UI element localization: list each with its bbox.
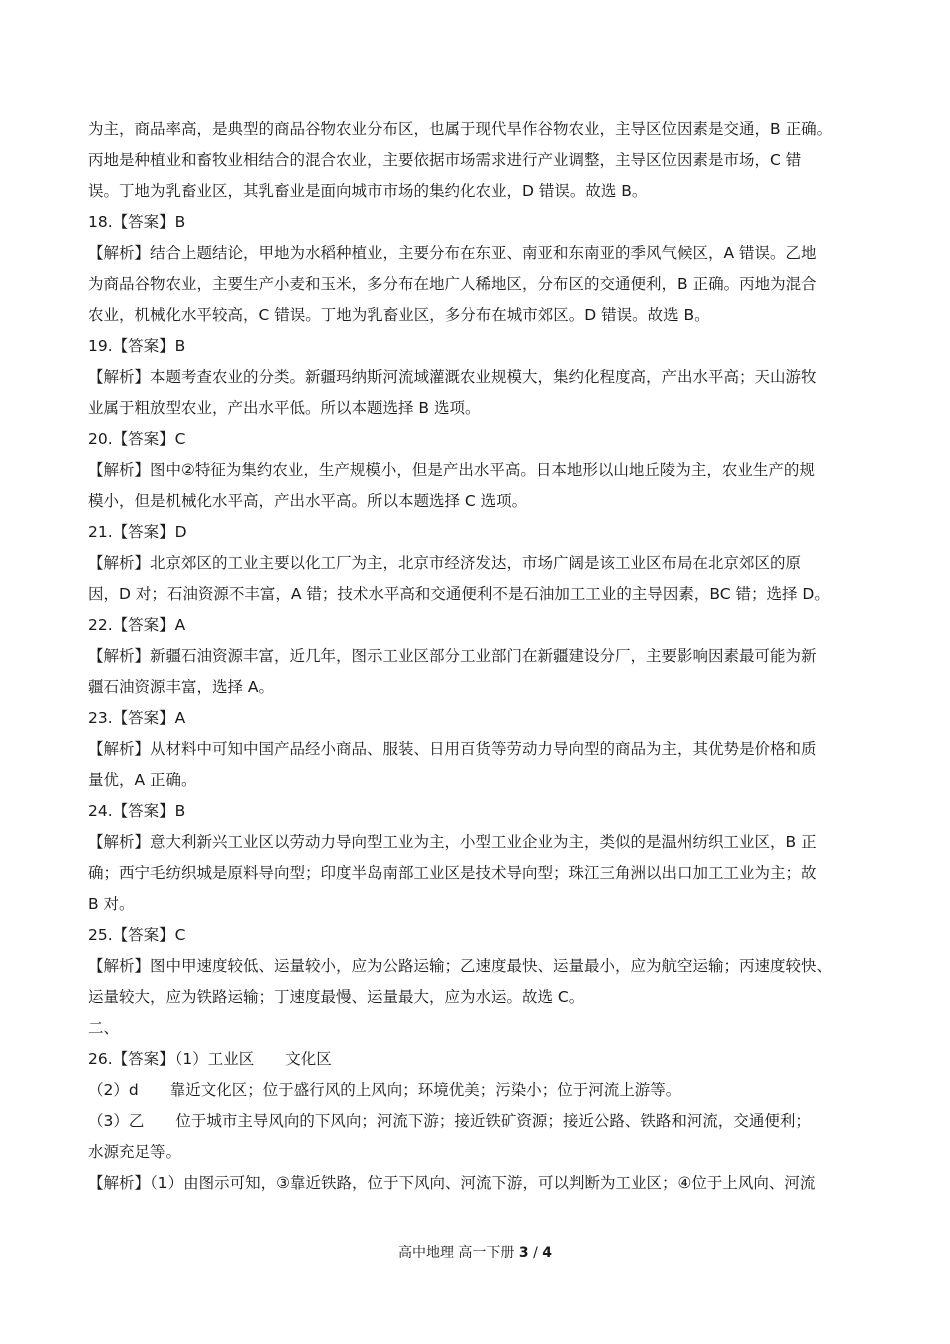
text-line: 【解析】本题考查农业的分类。新疆玛纳斯河流域灌溉农业规模大，集约化程度高，产出水平高；天山游牧 [88, 368, 817, 386]
text-line: 【解析】结合上题结论，甲地为水稻种植业，主要分布在东亚、南亚和东南亚的季风气候区，A 错误。乙地 [88, 244, 817, 262]
text-line: （2）d 靠近文化区；位于盛行风的上风向；环境优美；污染小；位于河流上游等。 [88, 1081, 682, 1099]
text-line: B 对。 [88, 895, 135, 913]
text-line: 为主，商品率高，是典型的商品谷物农业分布区，也属于现代旱作谷物农业，主导区位因素是交通，B 正确。 [88, 120, 833, 138]
text-line: 量优，A 正确。 [88, 771, 197, 789]
text-line: 【解析】意大利新兴工业区以劳动力导向型工业为主，小型工业企业为主，类似的是温州纺织工业区，B 正 [88, 833, 817, 851]
text-line: 【解析】从材料中可知中国产品经小商品、服装、日用百货等劳动力导向型的商品为主，其优势是价格和质 [88, 740, 817, 758]
text-line: 误。丁地为乳畜业区，其乳畜业是面向城市市场的集约化农业，D 错误。故选 B。 [88, 182, 648, 200]
document-body [88, 114, 870, 1199]
text-line: 疆石油资源丰富，选择 A。 [88, 678, 275, 696]
text-line: 20.【答案】C [88, 430, 186, 448]
page-total: 4 [542, 1245, 553, 1261]
text-line: 确；西宁毛纺织城是原料导向型；印度半岛南部工业区是技术导向型；珠江三角洲以出口加工工业为主；故 [88, 864, 817, 882]
text-line: 18.【答案】B [88, 213, 186, 231]
text-line: 业属于粗放型农业，产出水平低。所以本题选择 B 选项。 [88, 399, 481, 417]
text-line: 运量较大，应为铁路运输；丁速度最慢、运量最大，应为水运。故选 C。 [88, 988, 585, 1006]
text-line: 【解析】新疆石油资源丰富，近几年，图示工业区部分工业部门在新疆建设分厂，主要影响因素最可能为新 [88, 647, 817, 665]
text-line: 25.【答案】C [88, 926, 186, 944]
text-line: （3）乙 位于城市主导风向的下风向；河流下游；接近铁矿资源；接近公路、铁路和河流，交通便利； [88, 1112, 811, 1130]
text-line: 19.【答案】B [88, 337, 186, 355]
text-line: 21.【答案】D [88, 523, 187, 541]
text-line: 【解析】（1）由图示可知，③靠近铁路，位于下风向、河流下游，可以判断为工业区；④位于上风向、河流 [88, 1174, 816, 1192]
text-line: 【解析】图中②特征为集约农业，生产规模小，但是产出水平高。日本地形以山地丘陵为主，农业生产的规 [88, 461, 815, 479]
text-line: 水源充足等。 [88, 1143, 182, 1161]
text-line: 22.【答案】A [88, 616, 186, 634]
text-line: 【解析】北京郊区的工业主要以化工厂为主，北京市经济发达，市场广阔是该工业区布局在北京郊区的原 [88, 554, 802, 572]
page-separator: / [533, 1245, 538, 1261]
text-line: 模小，但是机械化水平高，产出水平高。所以本题选择 C 选项。 [88, 492, 528, 510]
text-line: 丙地是种植业和畜牧业相结合的混合农业，主要依据市场需求进行产业调整，主导区位因素是市场，C 错 [88, 151, 802, 169]
text-line: 二、 [88, 1019, 120, 1037]
text-line: 为商品谷物农业，主要生产小麦和玉米，多分布在地广人稀地区，分布区的交通便利，B 正确。丙地为混合 [88, 275, 817, 293]
footer-label: 高中地理 高一下册 [397, 1245, 515, 1261]
text-line: 【解析】图中甲速度较低、运量较小，应为公路运输；乙速度最快、运量最小，应为航空运输；丙速度较快、 [88, 957, 833, 975]
text-line: 23.【答案】A [88, 709, 186, 727]
text-line: 26.【答案】（1）工业区 文化区 [88, 1050, 332, 1068]
text-line: 因，D 对；石油资源不丰富，A 错；技术水平高和交通便利不是石油加工工业的主导因素，BC 错；选择 D。 [88, 585, 830, 603]
text-line: 农业，机械化水平较高，C 错误。丁地为乳畜业区，多分布在城市郊区。D 错误。故选 B。 [88, 306, 710, 324]
text-line: 24.【答案】B [88, 802, 186, 820]
page-number: 3 [518, 1245, 529, 1261]
page-footer [0, 1243, 950, 1263]
